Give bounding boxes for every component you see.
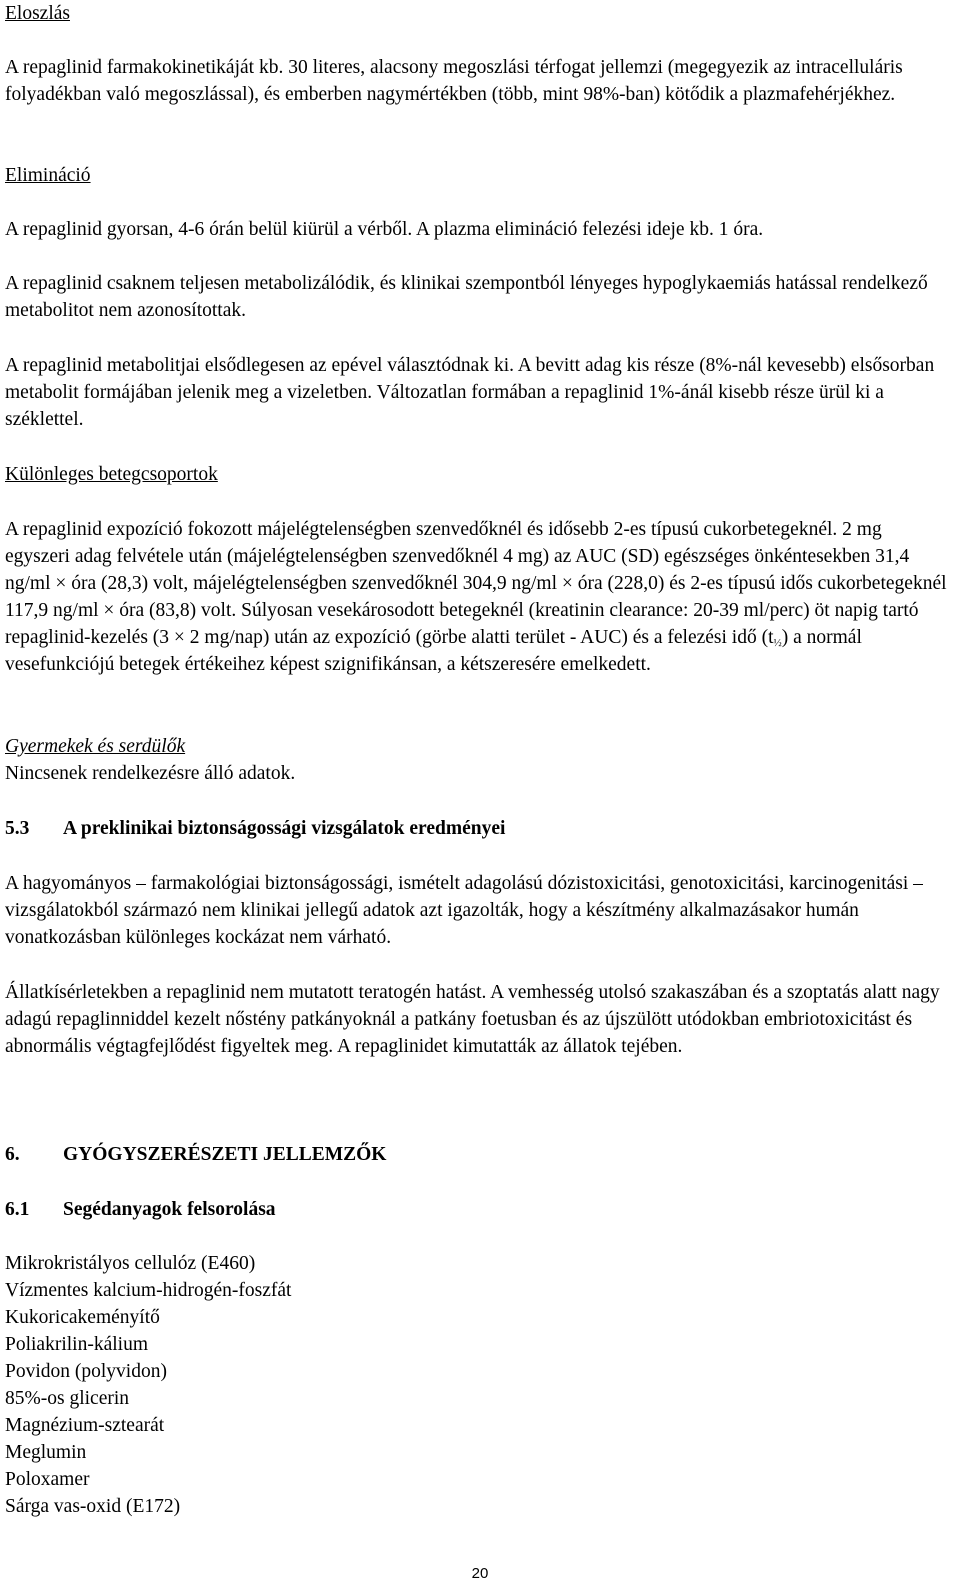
section-title: GYÓGYSZERÉSZETI JELLEMZŐK [63, 1144, 387, 1165]
page-number: 20 [471, 1565, 489, 1582]
special-groups-heading [5, 461, 950, 488]
paragraph: A repaglinid gyorsan, 4-6 órán belül kiürül a vérből. A plazma elimináció felezési ideje kb. 1 óra. [5, 219, 764, 240]
paragraph: A repaglinid metabolitjai elsődlegesen az epével választódnak ki. A bevitt adag kis része (8%-nál kevesebb) elsősorban metabolit formájában jelenik meg a vizeletben. Változatlan formában a repaglinid 1%-ánál kisebb része ürül ki a széklettel. [5, 355, 935, 430]
list-item: Povidon (polyvidon) [5, 1361, 167, 1382]
section-6-1-heading [5, 1196, 950, 1223]
list-item: Magnézium-sztearát [5, 1415, 165, 1436]
paragraph: A repaglinid csaknem teljesen metabolizálódik, és klinikai szempontból lényeges hypoglykaemiás hatással rendelkező metabolitot nem azonosítottak. [5, 273, 928, 321]
paragraph-text: A repaglinid expozíció fokozott májelégtelenségben szenvedőknél és idősebb 2-es típusú cukorbetegeknél. 2 mg egyszeri adag felvétele után (májelégtelenségben szenvedőknél 4 mg) az AUC (SD) egészséges önkéntesekben 31,4 ng/ml × óra (28,3) volt, májelégtelenségben szenvedőknél 304,9 ng/ml × óra (228,0) és 2-es típusú idős cukorbetegeknél 117,9 ng/ml × óra (83,8) volt. Súlyosan vesekárosodott betegeknél (kreatinin clearance: 20-39 ml/perc) öt napig tartó repaglinid-kezelés (3 × 2 mg/nap) után az expozíció (görbe alatti terület - AUC) és a felezési idő (t [5, 519, 947, 648]
section-6-heading [5, 1141, 950, 1168]
list-item: Sárga vas-oxid (E172) [5, 1496, 181, 1517]
list-item: 85%-os glicerin [5, 1388, 130, 1409]
distribution-paragraph [5, 54, 950, 108]
paragraph: Állatkísérletekben a repaglinid nem mutatott teratogén hatást. A vemhesség utolsó szakaszában és a szoptatás alatt nagy adagú repaglinniddel kezelt nőstény patkányoknál a patkány foetusban és az újszülött utódokban embriotoxicitást és abnormális végtagfejlődést figyeltek meg. A repaglinidet kimutatták az állatok tejében. [5, 982, 940, 1057]
children-text: Nincsenek rendelkezésre álló adatok. [5, 763, 296, 784]
section-5-3-paragraph-2 [5, 979, 950, 1060]
excipients-list [5, 1250, 950, 1520]
list-item: Poliakrilin-kálium [5, 1334, 148, 1355]
section-5-3-paragraph-1 [5, 870, 950, 951]
section-5-3-heading [5, 815, 950, 842]
half-life-subscript: ½ [773, 637, 782, 649]
paragraph-text-end: ) a normál vesefunkciójú betegek értékeihez képest szignifikánsan, a kétszeresére emelkedett. [5, 627, 862, 675]
list-item: Mikrokristályos cellulóz (E460) [5, 1253, 256, 1274]
section-number: 6. [5, 1144, 20, 1165]
section-number: 6.1 [5, 1199, 30, 1220]
elimination-paragraph-3 [5, 352, 950, 433]
section-title: Segédanyagok felsorolása [63, 1199, 276, 1220]
section-heading-distribution: Eloszlás [5, 3, 70, 24]
elimination-paragraph-1 [5, 216, 950, 243]
section-number: 5.3 [5, 818, 30, 839]
list-item: Poloxamer [5, 1469, 90, 1490]
list-item: Meglumin [5, 1442, 87, 1463]
paragraph [5, 516, 950, 678]
section-heading-children: Gyermekek és serdülők [5, 736, 186, 757]
children-section [5, 733, 950, 787]
section-title: A preklinikai biztonságossági vizsgálatok eredményei [63, 818, 506, 839]
paragraph: A repaglinid farmakokinetikáját kb. 30 literes, alacsony megoszlási térfogat jellemzi (megegyezik az intracelluláris folyadékban való megoszlással), és emberben nagymértékben (több, mint 98%-ban) kötődik a plazmafehérjékhez. [5, 57, 903, 105]
list-item: Kukoricakeményítő [5, 1307, 160, 1328]
special-groups-paragraph [5, 516, 950, 678]
paragraph: A hagyományos – farmakológiai biztonságossági, ismételt adagolású dózistoxicitási, genotoxicitási, karcinogenitási – vizsgálatokból származó nem klinikai jellegű adatok azt igazolták, hogy a készítmény alkalmazásakor humán vonatkozásban különleges kockázat nem várható. [5, 873, 923, 948]
section-heading-special-groups: Különleges betegcsoportok [5, 464, 218, 485]
section-heading-elimination: Elimináció [5, 165, 91, 186]
elimination-heading [5, 162, 950, 189]
list-item: Vízmentes kalcium-hidrogén-foszfát [5, 1280, 292, 1301]
distribution-heading [5, 0, 950, 27]
elimination-paragraph-2 [5, 270, 950, 324]
